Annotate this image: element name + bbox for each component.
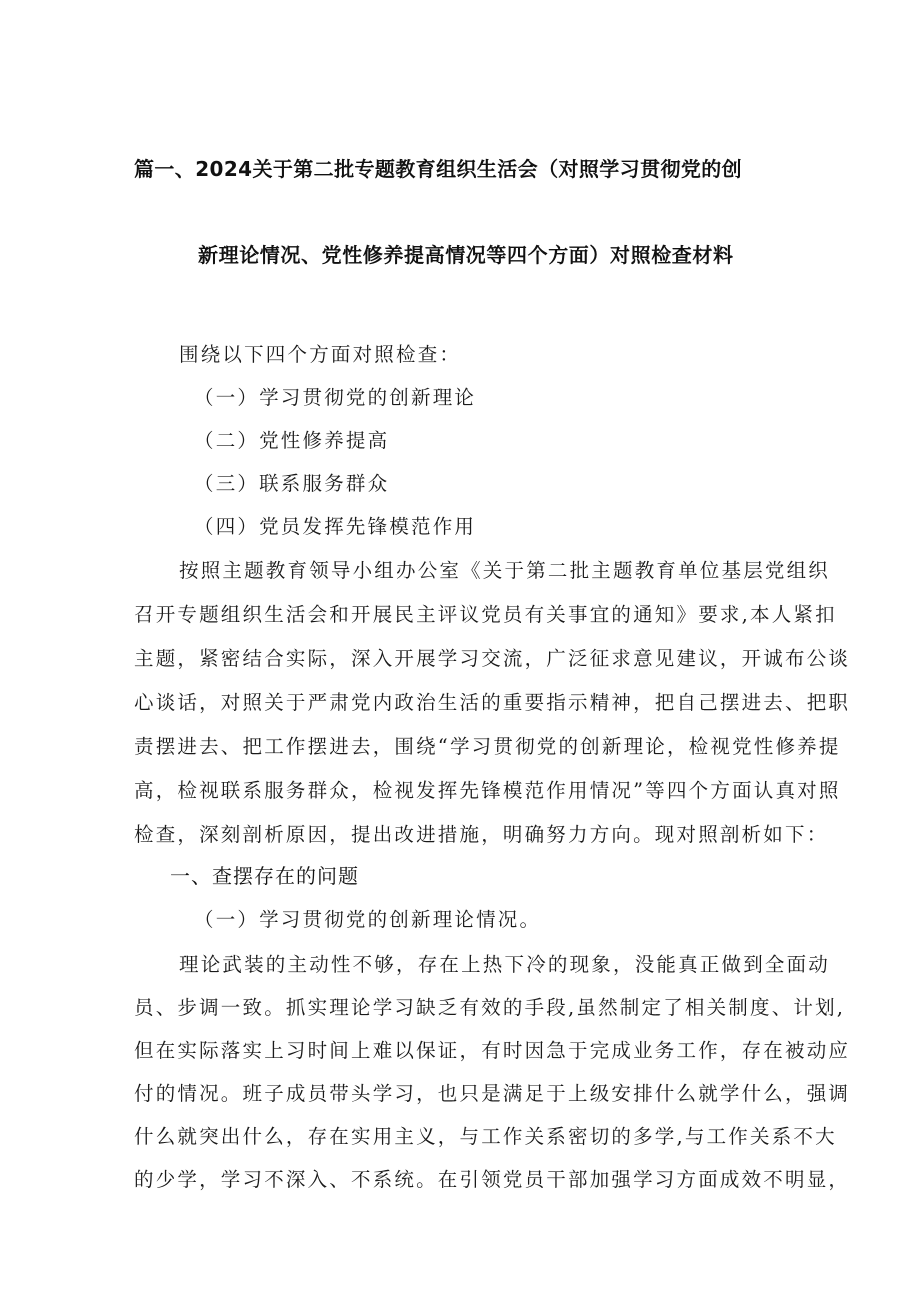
paragraph-2-line: 的少学，学习不深入、不系统。在引领党员干部加强学习方面成效不明显， [134,1168,851,1191]
paragraph-1-line: 心谈话，对照关于严肃党内政治生活的重要指示精神，把自己摆进去、把职 [134,691,851,714]
section-heading: 一、查摆存在的问题 [170,864,359,888]
paragraph-1-line: 主题，紧密结合实际，深入开展学习交流，广泛征求意见建议，开诚布公谈 [134,647,851,670]
subsection-heading: （一）学习贯彻党的创新理论情况。 [194,908,542,931]
paragraph-1-line: 按照主题教育领导小组办公室《关于第二批主题教育单位基层党组织 [179,559,831,582]
intro-text: 围绕以下四个方面对照检查： [179,343,462,366]
paragraph-1-line: 检查，深刻剖析原因，提出改进措施，明确努力方向。现对照剖析如下： [134,823,829,846]
paragraph-2-line: 员、步调一致。抓实理论学习缺乏有效的手段,虽然制定了相关制度、计划, [134,996,846,1019]
document-title-line-1: 篇一、2024关于第二批专题教育组织生活会（对照学习贯彻党的创 [134,157,743,181]
paragraph-2-line: 理论武装的主动性不够，存在上热下冷的现象，没能真正做到全面动 [179,953,831,976]
list-item: （二）党性修养提高 [194,429,390,452]
paragraph-1-line: 高，检视联系服务群众，检视发挥先锋模范作用情况”等四个方面认真对照 [134,779,841,802]
document-title-line-2: 新理论情况、党性修养提高情况等四个方面）对照检查材料 [198,243,734,267]
paragraph-1-line: 责摆进去、把工作摆进去，围绕“学习贯彻党的创新理论，检视党性修养提 [134,735,841,758]
list-item: （三）联系服务群众 [194,472,390,495]
paragraph-1-line: 召开专题组织生活会和开展民主评议党员有关事宜的通知》要求,本人紧扣 [134,603,837,626]
list-item: （四）党员发挥先锋模范作用 [194,515,477,538]
paragraph-2-line: 但在实际落实上习时间上难以保证，有时因急于完成业务工作，存在被动应 [134,1039,851,1062]
paragraph-2-line: 付的情况。班子成员带头学习，也只是满足于上级安排什么就学什么，强调 [134,1082,851,1105]
paragraph-2-line: 什么就突出什么，存在实用主义，与工作关系密切的多学,与工作关系不大 [134,1125,837,1148]
list-item: （一）学习贯彻党的创新理论 [194,386,477,409]
